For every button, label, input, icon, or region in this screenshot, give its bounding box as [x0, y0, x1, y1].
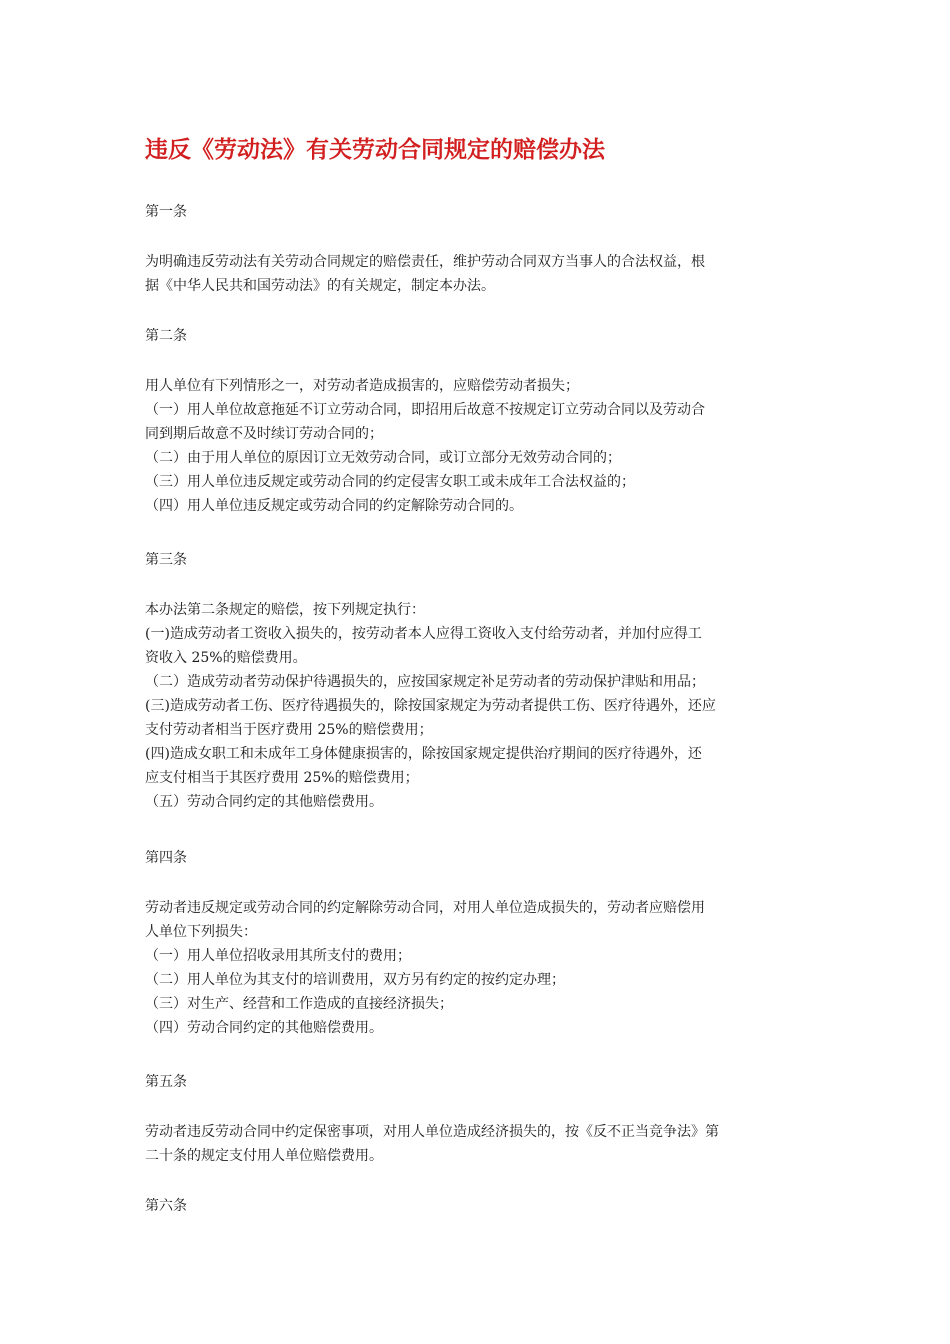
text-line: （二）用人单位为其支付的培训费用，双方另有约定的按约定办理；	[145, 972, 565, 988]
text-line: 人单位下列损失：	[145, 924, 257, 940]
article-1-body	[145, 250, 815, 298]
article-6-heading: 第六条	[145, 1198, 187, 1214]
article-3-heading: 第三条	[145, 552, 187, 568]
text-line: 二十条的规定支付用人单位赔偿费用。	[145, 1148, 383, 1164]
article-5-heading: 第五条	[145, 1074, 187, 1090]
text-line: （二）由于用人单位的原因订立无效劳动合同，或订立部分无效劳动合同的；	[145, 450, 621, 466]
text-line: (三)造成劳动者工伤、医疗待遇损失的，除按国家规定为劳动者提供工伤、医疗待遇外，还应	[145, 698, 716, 714]
article-heading	[145, 1070, 815, 1094]
text-line: （四）用人单位违反规定或劳动合同的约定解除劳动合同的。	[145, 498, 523, 514]
text-line: 用人单位有下列情形之一，对劳动者造成损害的，应赔偿劳动者损失；	[145, 378, 579, 394]
text-line: 本办法第二条规定的赔偿，按下列规定执行：	[145, 602, 425, 618]
article-5-body	[145, 1120, 815, 1168]
text-line: （三）对生产、经营和工作造成的直接经济损失；	[145, 996, 453, 1012]
document-title: 违反《劳动法》有关劳动合同规定的赔偿办法	[145, 137, 605, 163]
text-line: (一)造成劳动者工资收入损失的，按劳动者本人应得工资收入支付给劳动者，并加付应得工	[145, 626, 702, 642]
article-heading	[145, 324, 815, 348]
article-heading	[145, 200, 815, 224]
article-2-body	[145, 374, 815, 518]
text-line: （五）劳动合同约定的其他赔偿费用。	[145, 794, 383, 810]
text-line: 资收入 25%的赔偿费用。	[145, 650, 307, 666]
text-line: 应支付相当于其医疗费用 25%的赔偿费用；	[145, 770, 419, 786]
article-4-heading: 第四条	[145, 850, 187, 866]
article-heading	[145, 548, 815, 572]
article-1-heading: 第一条	[145, 204, 187, 220]
text-line: 据《中华人民共和国劳动法》的有关规定，制定本办法。	[145, 278, 495, 294]
text-line: （四）劳动合同约定的其他赔偿费用。	[145, 1020, 383, 1036]
article-2-heading: 第二条	[145, 328, 187, 344]
text-line: （一）用人单位故意拖延不订立劳动合同，即招用后故意不按规定订立劳动合同以及劳动合	[145, 402, 705, 418]
text-line: 同到期后故意不及时续订劳动合同的；	[145, 426, 383, 442]
text-line: 劳动者违反劳动合同中约定保密事项，对用人单位造成经济损失的，按《反不正当竞争法》第	[145, 1124, 719, 1140]
text-line: (四)造成女职工和未成年工身体健康损害的，除按国家规定提供治疗期间的医疗待遇外，还	[145, 746, 702, 762]
text-line: 为明确违反劳动法有关劳动合同规定的赔偿责任，维护劳动合同双方当事人的合法权益，根	[145, 254, 705, 270]
article-heading	[145, 1194, 815, 1218]
text-line: 支付劳动者相当于医疗费用 25%的赔偿费用；	[145, 722, 433, 738]
article-4-body	[145, 896, 815, 1040]
text-line: 劳动者违反规定或劳动合同的约定解除劳动合同，对用人单位造成损失的，劳动者应赔偿用	[145, 900, 705, 916]
text-line: （二）造成劳动者劳动保护待遇损失的，应按国家规定补足劳动者的劳动保护津贴和用品；	[145, 674, 705, 690]
text-line: （一）用人单位招收录用其所支付的费用；	[145, 948, 411, 964]
article-3-body	[145, 598, 815, 814]
article-heading	[145, 846, 815, 870]
text-line: （三）用人单位违反规定或劳动合同的约定侵害女职工或未成年工合法权益的；	[145, 474, 635, 490]
